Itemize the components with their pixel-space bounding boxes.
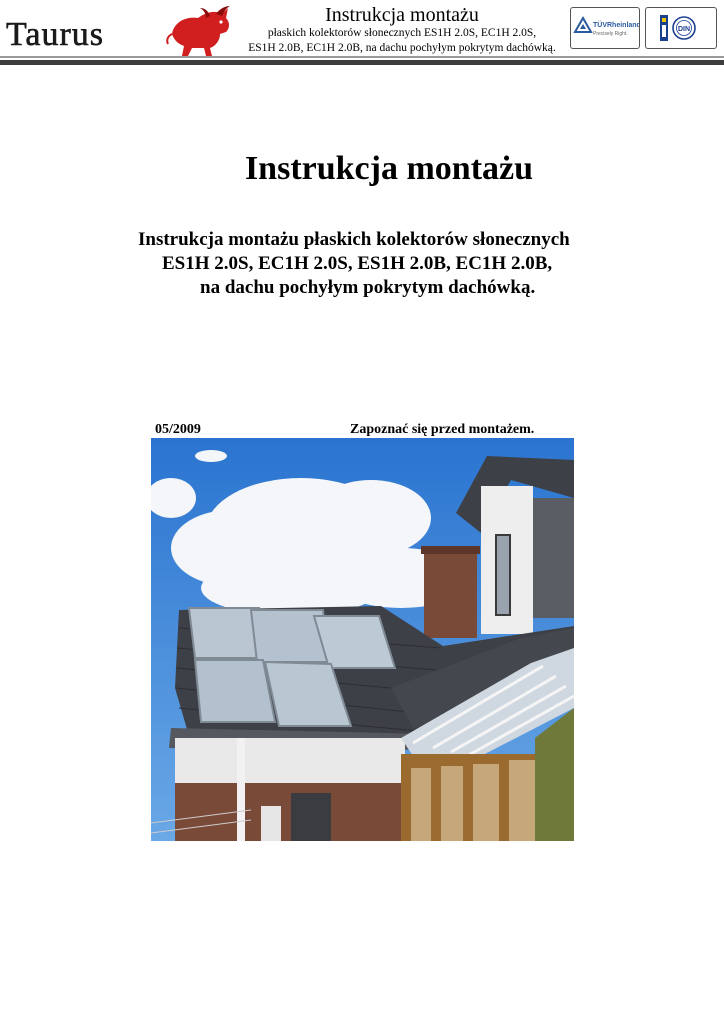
din-certificate-icon (646, 8, 716, 48)
svg-text:DIN: DIN (677, 26, 691, 33)
document-title: Instrukcja montażu (244, 150, 534, 187)
din-certificate (645, 7, 717, 49)
svg-text:Precisely Right.: Precisely Right. (593, 31, 628, 37)
taurus-logo (6, 4, 228, 58)
bull-logo (166, 4, 232, 58)
read-before-install-note: Zapoznać się przed montażem. (350, 422, 535, 437)
header-title-block (236, 4, 568, 56)
header-subtitle-line2: ES1H 2.0B, EC1H 2.0B, na dachu pochyłym pokrytym dachówką. (248, 42, 556, 54)
subtitle-line1: Instrukcja montażu płaskich kolektorów słonecznych (138, 229, 570, 250)
header-divider (0, 60, 724, 65)
document-date: 05/2009 (155, 422, 201, 437)
page-header (0, 0, 724, 66)
header-divider-thin (0, 56, 724, 58)
svg-text:TÜVRheinland: TÜVRheinland (593, 22, 639, 29)
tuv-certificate (570, 7, 640, 49)
subtitle-line3: na dachu pochyłym pokrytym dachówką. (200, 277, 536, 298)
header-title: Instrukcja montażu (325, 4, 479, 26)
document-subtitle (100, 228, 660, 300)
brand-name: Taurus (6, 16, 105, 53)
house-solar-photo (151, 438, 574, 841)
header-subtitle-line1: płaskich kolektorów słonecznych ES1H 2.0S, EC1H 2.0S, (267, 27, 537, 39)
tuv-triangle-icon (571, 8, 639, 48)
subtitle-line2: ES1H 2.0S, EC1H 2.0S, ES1H 2.0B, EC1H 2.0B, (162, 253, 553, 274)
